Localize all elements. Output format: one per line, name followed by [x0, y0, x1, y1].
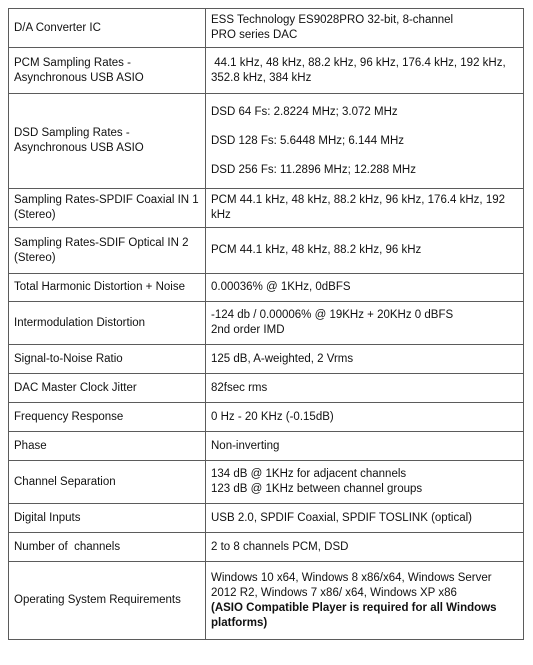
spec-label: Frequency Response — [9, 403, 206, 432]
spec-label: Operating System Requirements — [9, 562, 206, 640]
spec-value-line: ESS Technology ES9028PRO 32-bit, 8-channel — [211, 14, 454, 26]
spec-label: Digital Inputs — [9, 504, 206, 533]
table-row — [9, 374, 524, 403]
table-row — [9, 461, 524, 504]
spec-value — [206, 9, 524, 48]
spec-label: Phase — [9, 432, 206, 461]
spec-value — [206, 302, 524, 345]
spec-value-line: Windows 10 x64, Windows 8 x86/x64, Windows Server — [211, 571, 492, 584]
table-row — [9, 432, 524, 461]
spec-value-note: (ASIO Compatible Player is required for all Windows — [211, 601, 497, 614]
table-row — [9, 562, 524, 640]
table-row — [9, 345, 524, 374]
spec-value-line: PRO series DAC — [211, 29, 298, 41]
spec-value-note: platforms) — [211, 616, 268, 629]
spec-label: Number of channels — [9, 533, 206, 562]
spec-value: PCM 44.1 kHz, 48 kHz, 88.2 kHz, 96 kHz — [206, 228, 524, 274]
spec-value — [206, 562, 524, 640]
spec-label: D/A Converter IC — [9, 9, 206, 48]
table-row — [9, 228, 524, 274]
table-row — [9, 403, 524, 432]
spec-label: DSD Sampling Rates - Asynchronous USB ASIO — [9, 94, 206, 189]
spec-value-line: 44.1 kHz, 48 kHz, 88.2 kHz, 96 kHz, 176.4 kHz, 192 kHz, — [211, 56, 506, 69]
spec-value-line: -124 db / 0.00006% @ 19KHz + 20KHz 0 dBFS — [211, 309, 454, 321]
spec-label: Channel Separation — [9, 461, 206, 504]
spec-value — [206, 48, 524, 94]
spec-value: 82fsec rms — [206, 374, 524, 403]
specifications-table — [8, 8, 524, 640]
spec-value-line: DSD 128 Fs: 5.6448 MHz; 6.144 MHz — [211, 134, 405, 147]
spec-value-line: 2012 R2, Windows 7 x86/ x64, Windows XP x86 — [211, 586, 457, 599]
spec-value-line: 352.8 kHz, 384 kHz — [211, 71, 312, 84]
spec-value: 0 Hz - 20 KHz (-0.15dB) — [206, 403, 524, 432]
table-row — [9, 48, 524, 94]
table-row — [9, 189, 524, 228]
spec-value — [206, 94, 524, 189]
spec-label: PCM Sampling Rates - Asynchronous USB ASIO — [9, 48, 206, 94]
spec-label: Sampling Rates-SPDIF Coaxial IN 1 (Stereo) — [9, 189, 206, 228]
spec-value-line: DSD 256 Fs: 11.2896 MHz; 12.288 MHz — [211, 163, 416, 176]
spec-label: Signal-to-Noise Ratio — [9, 345, 206, 374]
spec-value: 2 to 8 channels PCM, DSD — [206, 533, 524, 562]
table-row — [9, 302, 524, 345]
spec-value: USB 2.0, SPDIF Coaxial, SPDIF TOSLINK (optical) — [206, 504, 524, 533]
table-row — [9, 94, 524, 189]
spec-value: 125 dB, A-weighted, 2 Vrms — [206, 345, 524, 374]
spec-label: Intermodulation Distortion — [9, 302, 206, 345]
table-row — [9, 533, 524, 562]
spec-value-line: 2nd order IMD — [211, 324, 285, 336]
spec-value: PCM 44.1 kHz, 48 kHz, 88.2 kHz, 96 kHz, 176.4 kHz, 192 kHz — [206, 189, 524, 228]
spec-value — [206, 461, 524, 504]
table-row — [9, 9, 524, 48]
spec-value: Non-inverting — [206, 432, 524, 461]
spec-value: 0.00036% @ 1KHz, 0dBFS — [206, 274, 524, 302]
spec-value-line: DSD 64 Fs: 2.8224 MHz; 3.072 MHz — [211, 105, 398, 118]
table-row — [9, 504, 524, 533]
spec-label: DAC Master Clock Jitter — [9, 374, 206, 403]
table-row — [9, 274, 524, 302]
spec-label: Total Harmonic Distortion + Noise — [9, 274, 206, 302]
spec-value-line: 123 dB @ 1KHz between channel groups — [211, 483, 423, 495]
spec-label: Sampling Rates-SDIF Optical IN 2 (Stereo) — [9, 228, 206, 274]
spec-value-line: 134 dB @ 1KHz for adjacent channels — [211, 468, 407, 480]
